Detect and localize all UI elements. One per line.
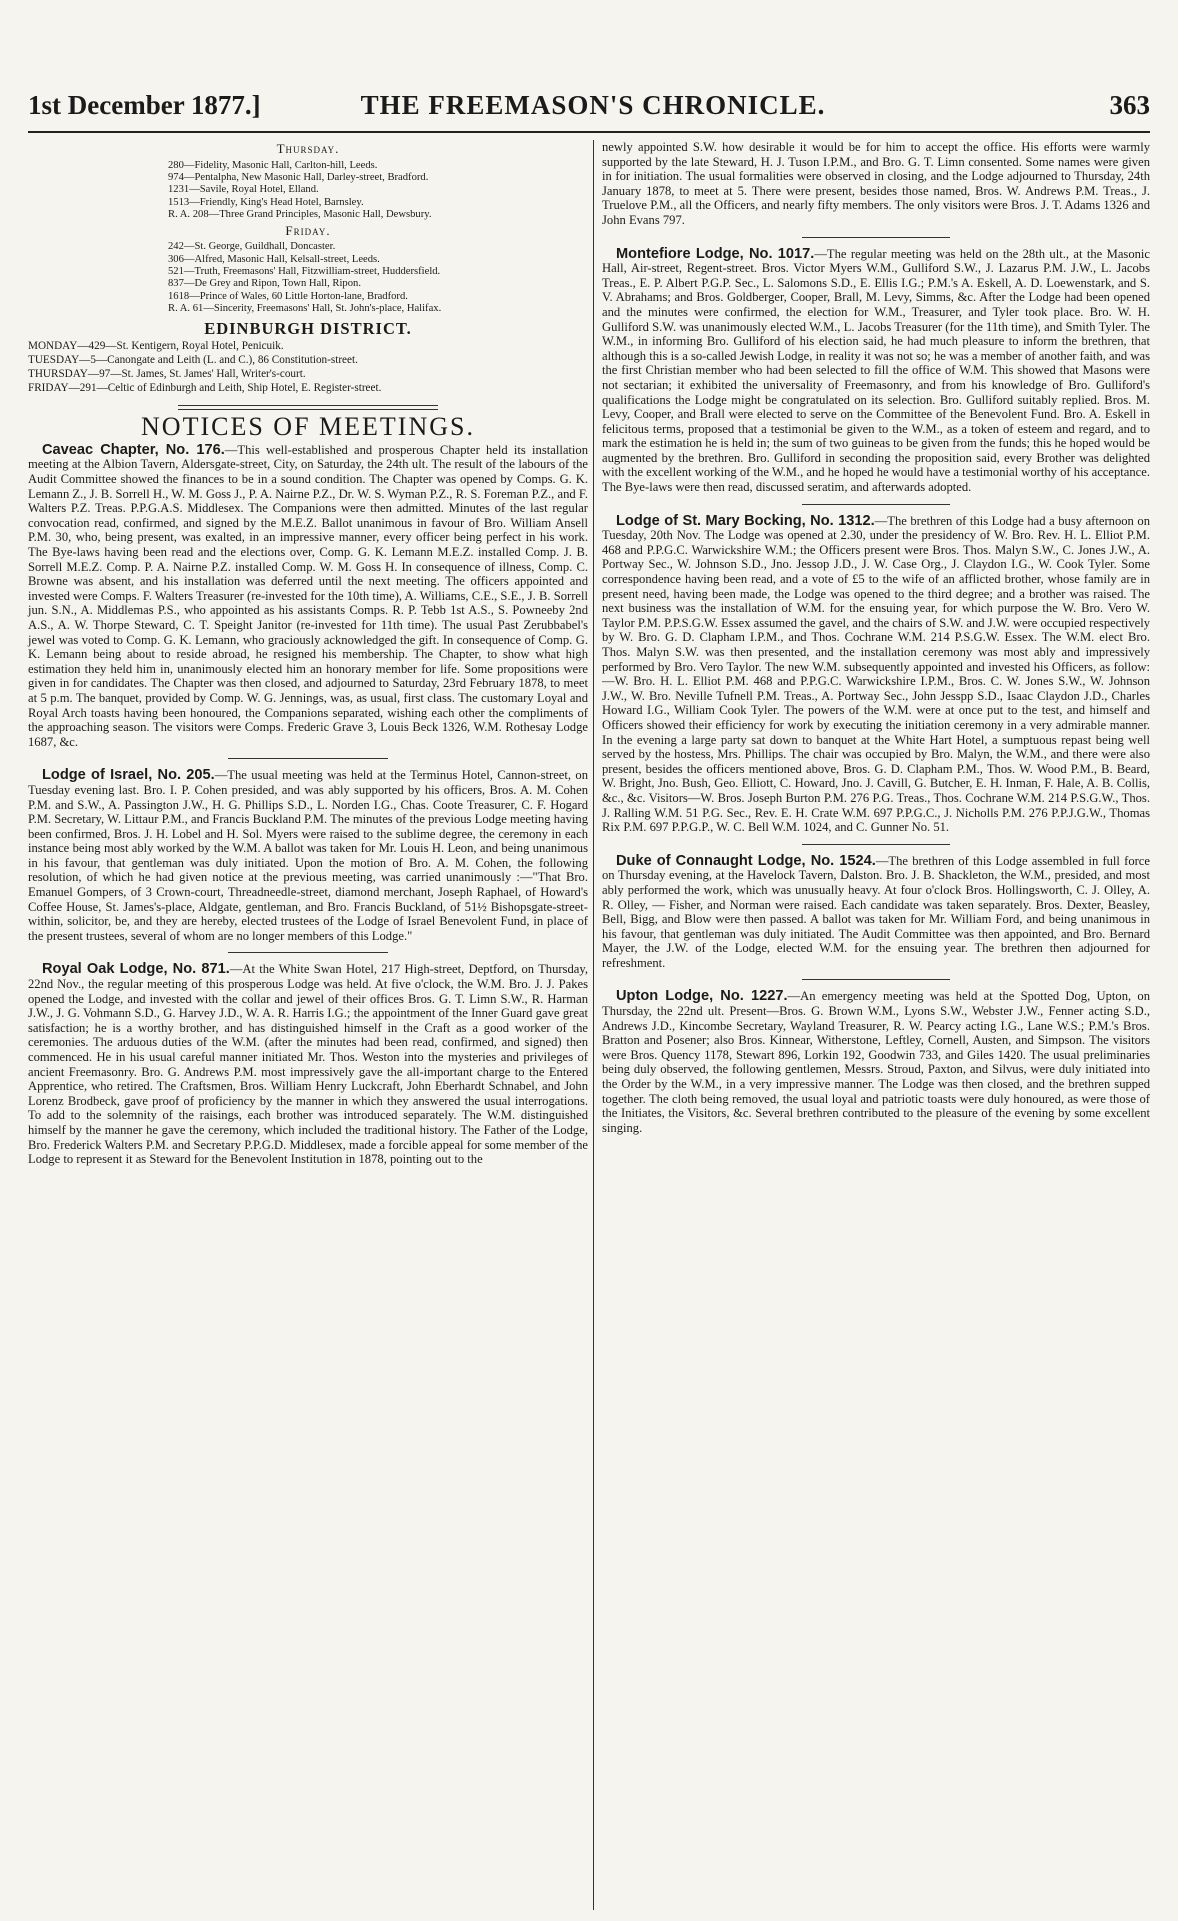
left-column [28,140,588,1167]
list-item: 837—De Grey and Ripon, Town Hall, Ripon. [168,278,361,290]
friday-heading: Friday. [285,222,331,238]
header-rule [28,131,1150,133]
list-item: 242—St. George, Guildhall, Doncaster. [168,241,336,253]
article-separator [228,952,388,953]
issue-date: 1st December 1877.] [28,90,261,120]
article-separator [802,237,950,238]
st-mary-heading: Lodge of St. Mary Bocking, No. 1312. [616,512,875,529]
list-item: 1618—Prince of Wales, 60 Little Horton-lane, Bradford. [168,290,408,302]
royal-oak-body: —At the White Swan Hotel, 217 High-street, Deptford, on Thursday, 22nd Nov., the regular meeting of this prosperous Lodge was held. At five o'clock, the W.M. Bro. J. J. Pakes opened the Lodge, and invested with the collar and jewel of their offices Bros. G. T. Limn S.W., R. Harman J.W., J. G. Vohmann S.D., G. Harvey J.D., W. A. R. Harris I.G.; the appointment of the Inner Guard gave great satisfaction; he is a worthy brother, and has distinguished himself in the Craft as a good worker of the ceremonies. The arduous duties of the W.M. (after the minutes had been read, confirmed, and signed) then commenced. He in his usual careful manner initiated Mr. Thos. Weston into the mysteries and privileges of ancient Freemasonry. Bro. G. Andrews P.M. most impressively gave the all-important charge to the Entered Apprentice, who retired. The Craftsmen, Bros. William Henry Luckcraft, John Eberhardt Schnabel, and John Lorenz Brodbeck, gave proof of proficiency by the manner in which they answered the usual interrogations. To add to the solemnity of the raisings, each brother was introduced separately. The W.M. distinguished himself by the manner he gave the ceremony, which included the traditional history. The Father of the Lodge, Bro. Frederick Walters P.M. and Secretary P.P.G.D. Middlesex, made a forcible appeal for some member of the Lodge to represent it as Steward for the Benevolent Institution in 1878, pointing out to the [28,962,588,1167]
list-item: R. A. 61—Sincerity, Freemasons' Hall, St. John's-place, Halifax. [168,303,442,315]
list-item: FRIDAY—291—Celtic of Edinburgh and Leith, Ship Hotel, E. Register-street. [28,382,382,395]
israel-article [28,768,588,943]
page-number: 363 [1109,90,1150,120]
page-header [28,90,1150,130]
israel-heading: Lodge of Israel, No. 205. [42,767,215,784]
caveac-heading: Caveac Chapter, No. 176. [42,441,225,458]
st-mary-body: —The brethren of this Lodge had a busy afternoon on Tuesday, 20th Nov. The Lodge was opened at 2.30, under the presidency of W. Bro. Rev. H. L. Elliot P.M. 468 and P.P.G.C. Warwickshire W.M.; the Officers present were Bros. Thos. Malyn S.W., C. Jones J.W., A. Portway Sec., W. Johnson S.D., Jno. Jessop J.D., J. W. Case Org., J. Claydon I.G., W. Cook Tyler. Some correspondence having been read, and a vote of £5 to the wife of an afflicted brother, whose family are in present need, having been made, the Lodge was opened to the third degree; and a brother was raised. The next business was the installation of W.M. for the ensuing year, for which purpose the W. Bro. Vero W. Taylor P.M. P.P.S.G.W. Essex assumed the gavel, and the chairs of S.W. and J.W. were occupied respectively by W. Bro. G. D. Clapham I.P.M., and Thos. Cochrane W.M. 214 P.S.G.W. Essex. The W.M. elect Bro. Thos. Malyn S.W. was then presented, and the installation ceremony was most ably and impressively performed by Bro. Vero Taylor. The new W.M. subsequently appointed and invested his Officers, as follow:—W. Bro. H. L. Elliot P.M. 468 and P.P.G.C. Warwickshire I.P.M., Bros. C. W. Jones S.W., W. Johnson J.W., W. Bro. Neville Tufnell P.M. Treas., A. Portway Sec., John Jesspp S.D., Isaac Claydon J.D., Charles Howard I.G., William Cook Tyler. The powers of the W.M. were at once put to the test, and himself and Officers showed their efficiency for work by executing the initiation ceremony in a very admirable manner. In the evening a large party sat down to banquet at the White Hart Hotel, a sumptuous repast being well served by the hostess, Mrs. Phillips. The chair was occupied by Bro. Malyn, the W.M., and there were also present, besides the officers mentioned above, Bros. G. D. Clapham P.M., Thos. W. Wood P.M., B. Beard, W. Bright, Jno. Bush, Geo. Elliott, C. Howard, Jno. J. Cavill, G. Butcher, E. H. Inman, F. Hale, A. B. Collis, &c., &c. Visitors—W. Bros. Joseph Burton P.M. 276 P.G. Treas., Thos. Cochrane W.M. 214 P.S.G.W., Thos. J. Ralling W.M. 51 P.G. Sec., Rev. E. H. Crate W.M. 697 P.P.G.C., J. Nicholls P.M. 276 P.P.J.G.W., Thomas Rix P.M. 697 P.P.G.P., W. C. Bell W.M. 1024, and C. Gunner No. 51. [602,513,1150,835]
edinburgh-list [28,339,588,395]
montefiore-article [602,247,1150,495]
article-separator [228,758,388,759]
royal-oak-continuation: newly appointed S.W. how desirable it would be for him to accept the office. His efforts were warmly supported by the late Steward, H. J. Tuson I.P.M., and Bro. G. T. Limn consented. Some names were given in for initiation. The usual formalities were observed in closing, and the Lodge adjourned to Thursday, 24th January 1878, to meet at 5. There were present, besides those named, Bros. W. Andrews P.M. Treas., J. Truelove P.M., all the Officers, and nearly fifty members. The only visitors were Bros. J. T. Adams 1326 and John Evans 797. [602,140,1150,227]
royal-oak-heading: Royal Oak Lodge, No. 871. [42,961,230,978]
article-separator [802,979,950,980]
list-item: TUESDAY—5—Canongate and Leith (L. and C.), 86 Constitution-street. [28,354,358,367]
notices-heading: NOTICES OF MEETINGS. [141,412,475,442]
israel-body: —The usual meeting was held at the Terminus Hotel, Cannon-street, on Tuesday evening last. Bro. I. P. Cohen presided, and was ably supported by his officers, Bros. A. M. Cohen P.M. and S.W., A. Passington J.W., H. G. Phillips S.D., L. Norden I.G., Chas. Coote Treasurer, C. F. Hogard P.M. Secretary, W. Littaur P.M., and Francis Buckland P.M. The minutes of the previous Lodge meeting having been confirmed, Bros. J. H. Lobel and H. Sol. Myers were raised to the sublime degree, the ceremony in each instance being most ably worked by the W.M. A ballot was taken for Mr. Louis H. Leon, and being unanimous in his favour, that gentleman was duly initiated. Upon the motion of Bro. A. M. Cohen, the following resolution, of which he had given notice at the previous meeting, was carried unanimously :—"That Bro. Emanuel Gompers, of 3 Crown-court, Threadneedle-street, diamond merchant, Joseph Raphael, of Howard's Coffee House, St. James's-place, Aldgate, gentleman, and Bro. Francis Buckland, of 51½ Bishopsgate-street-within, solicitor, be, and they are hereby, elected trustees of the Lodge of Israel Benevolent Fund, in place of the present trustees, several of whom are no longer members of this Lodge." [28,768,588,943]
double-rule [178,405,438,410]
list-item: 306—Alfred, Masonic Hall, Kelsall-street, Leeds. [168,253,380,265]
connaught-body: —The brethren of this Lodge assembled in full force on Thursday evening, at the Havelock Tavern, Dalston. Bro. J. B. Shackleton, the W.M., presided, and most ably performed the work, which was unusually heavy. At four o'clock Bros. Hollingsworth, C. J. Olley, A. R. Olley, — Fisher, and Norman were raised. Each candidate was taken separately. Bros. Dexter, Beasley, Bell, Bigg, and Blow were then passed. A ballot was taken for Mr. William Ford, and being unanimous in his favour, that gentleman was duly initiated. The Audit Committee was then appointed, and Bro. Bernard Mayer, the J.W. of the Lodge, elected W.M. for the ensuing year. The brethren then adjourned for refreshment. [602,853,1150,970]
list-item: MONDAY—429—St. Kentigern, Royal Hotel, Penicuik. [28,340,284,353]
article-separator [802,504,950,505]
article-separator [802,844,950,845]
list-item: 521—Truth, Freemasons' Hall, Fitzwilliam-street, Huddersfield. [168,266,441,278]
friday-list [168,241,588,315]
thursday-list [168,160,588,222]
connaught-article [602,854,1150,971]
st-mary-article [602,514,1150,835]
list-item: R. A. 208—Three Grand Principles, Masonic Hall, Dewsbury. [168,209,432,221]
list-item: 1231—Savile, Royal Hotel, Elland. [168,184,319,196]
upton-body: —An emergency meeting was held at the Spotted Dog, Upton, on Thursday, the 22nd ult. Present—Bros. G. Brown W.M., Lyons S.W., Webster J.W., Fenner acting S.D., Andrews J.D., Kincombe Secretary, Wayland Treasurer, R. W. Pearcy acting I.G., Lane W.S.; P.M.'s Bros. Bratton and Posener; also Bros. Kinnear, Witherstone, Leftley, Cornell, Austen, and Simpson. The visitors were Bros. Quency 1178, Stewart 896, Lorkin 192, Goodwin 733, and Giles 1420. The usual preliminaries being duly observed, the following gentlemen, Messrs. Stroud, Paxton, and Silvus, were duly initiated into the Order by the W.M., in a very impressive manner. The Lodge was then closed, and the brethren supped together. The cloth being removed, the usual loyal and patriotic toasts were duly honoured, as were those of the Initiates, the Visitors, &c. Several brethren contributed to the pleasure of the evening by some excellent singing. [602,989,1150,1135]
thursday-heading: Thursday. [276,141,340,156]
royal-oak-article [28,962,588,1166]
list-item: 280—Fidelity, Masonic Hall, Carlton-hill, Leeds. [168,159,378,171]
caveac-body: —This well-established and prosperous Chapter held its installation meeting at the Albion Tavern, Aldersgate-street, City, on Saturday, the 24th ult. The result of the labours of the Audit Committee showed the finances to be in a sound condition. The Chapter was opened by Comps. G. K. Lemann Z., J. B. Sorrell H., W. M. Goss J., P. A. Nairne P.Z., Dr. W. S. Wyman P.Z., R. S. Foreman P.Z., and F. Walters P.Z. Treas. P.P.G.A.S. Middlesex. The Companions were then admitted. Minutes of the last regular convocation read, confirmed, and signed by the M.E.Z. Ballot unanimous in favour of Bro. William Ansell P.M. 30, who, being present, was exalted, in an impressive manner, every officer being perfect in his work. The Bye-laws having been read and the elections over, Comp. G. K. Lemann M.E.Z. installed Comp. J. B. Sorrell M.E.Z. Comp. P. A. Nairne P.Z. installed Comp. W. M. Goss H. In consequence of illness, Comp. C. Browne was absent, and his installation was deferred until the next meeting. The officers appointed and invested were Comps. F. Walters Treasurer (re-invested for the 10th time), A. Williams, C.E., S.E., J. B. Sorrell jun. S.N., A. Middlemas P.S., who appointed as his assistants Comps. R. P. Tebb 1st A.S., S. Powneeby 2nd A.S., A. W. Thorpe Steward, C. T. Speight Janitor (re-invested for 11th time). The usual Past Zerubbabel's jewel was voted to Comp. G. K. Lemann, who graciously acknowledged the gift. In consequence of Comp. G. K. Lemann being about to reside abroad, he resigned his membership. The Chapter, to show what high estimation they held him in, unanimously elected him an honorary member for life. Some propositions were given in for candidates. The Chapter was then closed, and adjourned to Saturday, 23rd February 1878, to meet at 5 p.m. The banquet, provided by Comp. W. G. Jennings, was, as usual, first class. The customary Loyal and Royal Arch toasts having been honoured, the Companions separated, wishing each other the compliments of the approaching season. The visitors were Comps. Frederic Grave 3, Louis Beck 1326, W.M. Rothesay Lodge 1687, &c. [28,442,588,749]
upton-heading: Upton Lodge, No. 1227. [616,988,788,1005]
montefiore-heading: Montefiore Lodge, No. 1017. [616,245,815,262]
list-item: THURSDAY—97—St. James, St. James' Hall, Writer's-court. [28,368,306,381]
column-divider [593,140,594,1910]
list-item: 1513—Friendly, King's Head Hotel, Barnsley. [168,196,364,208]
caveac-article [28,443,588,749]
right-column [602,140,1150,1135]
list-item: 974—Pentalpha, New Masonic Hall, Darley-street, Bradford. [168,172,429,183]
masthead-title: THE FREEMASON'S CHRONICLE. [360,90,826,120]
upton-article [602,989,1150,1135]
connaught-heading: Duke of Connaught Lodge, No. 1524. [616,852,876,869]
montefiore-body: —The regular meeting was held on the 28th ult., at the Masonic Hall, Air-street, Regent-street. Bros. Victor Myers W.M., Gulliford S.W., J. Lazarus P.M. J.W., L. Jacobs Treas., E. P. Albert P.G.P. Sec., L. Salomons S.D., E. Ellis I.G.; P.M.'s A. Eskell, A. D. Loewenstark, and S. V. Abrahams; and Bros. Goldberger, Cooper, Brall, M. Levy, Simms, &c. After the Lodge had been opened and the minutes were confirmed, the election for W.M., Treasurer, and Tyler took place. Bro. W. H. Gulliford S.W. was unanimously elected W.M., L. Jacobs Treasurer (for the 11th time), and Smith Tyler. The W.M., in informing Bro. Gulliford of his election said, he had much pleasure to inform the brethren, that although this is a so-called Jewish Lodge, in reality it was not so; he was a member of another faith, and was the first Christian member who had been selected to fill the office of W.M. This showed that Masons were not sectarian; it exhibited the universality of Freemasonry, and from his knowledge of Bro. Gulliford's qualifications the Lodge might be congratulated on its selection. Bro. Gulliford suitably replied. Bros. M. Levy, Cooper, and Brall were elected to serve on the Committee of the Benevolent Fund. Bro. A. Eskell in felicitous terms, proposed that a testimonial be given to the W.M., as a token of esteem and regard, and to mark the estimation he is held in; the sum of two guineas to be given from the funds; this he hoped would be augmented by the brethren. Bro. Gulliford in seconding the proposition said, every Brother was delighted with the excellent working of the W.M., and he hoped he would have a testimonial worthy of his acceptance. The Bye-laws were then read, discussed seratim, and afterwards adopted. [602,246,1150,495]
edinburgh-heading: EDINBURGH DISTRICT. [204,318,412,338]
